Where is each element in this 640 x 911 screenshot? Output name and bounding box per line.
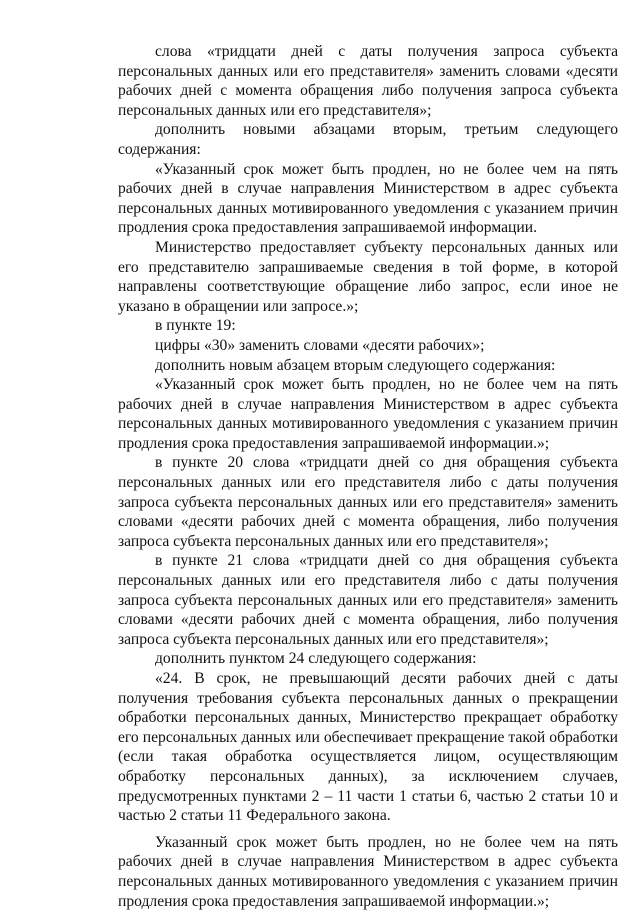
- paragraph-1: слова «тридцати дней с даты получения запроса субъекта персональных данных или его представителя» заменить словами «десяти рабочих дней с момента обращения либо получения запроса субъекта персональных данных или его представителя»;: [118, 43, 618, 119]
- paragraph-5: в пункте 19:: [155, 317, 236, 335]
- paragraph-10: в пункте 21 слова «тридцати дней со дня обращения субъекта персональных данных или его представителя либо с даты получения запроса субъекта персональных данных или его представителя» заменить словами «десяти рабочих дней с момента обращения, либо получения запроса субъекта персональных данных или его представителя»;: [118, 552, 618, 648]
- paragraph-6: цифры «30» заменить словами «десяти рабочих»;: [155, 336, 485, 354]
- paragraph-3: «Указанный срок может быть продлен, но не более чем на пять рабочих дней в случае направления Министерством в адрес субъекта персональных данных мотивированного уведомления с указанием причин продления срока предоставления запрашиваемой информации.: [118, 160, 618, 237]
- paragraph-13: Указанный срок может быть продлен, но не более чем на пять рабочих дней в случае направления Министерством в адрес субъекта персональных данных мотивированного уведомления с указанием причин продления срока предоставления запрашиваемой информации.»;: [118, 833, 618, 910]
- document-page: [118, 42, 618, 911]
- paragraph-12: «24. В срок, не превышающий десяти рабочих дней с даты получения требования субъекта персональных данных о прекращении обработки персональных данных, Министерство прекращает обработку его персональных данных или обеспечивает прекращение такой обработки (если такая обработка осуществляется лицом, осуществляющим обработку персональных данных), за исключением случаев, предусмотренных пунктами 2 – 11 части 1 статьи 6, частью 2 статьи 10 и частью 2 статьи 11 Федерального закона.: [118, 670, 618, 825]
- paragraph-9: в пункте 20 слова «тридцати дней со дня обращения субъекта персональных данных или его представителя либо с даты получения запроса субъекта персональных данных или его представителя» заменить словами «десяти рабочих дней с момента обращения, либо получения запроса субъекта персональных данных или его представителя»;: [118, 454, 618, 550]
- paragraph-2: дополнить новыми абзацами вторым, третьим следующего содержания:: [118, 121, 618, 158]
- paragraph-11: дополнить пунктом 24 следующего содержания:: [155, 650, 477, 668]
- paragraph-4: Министерство предоставляет субъекту персональных данных или его представителю запрашиваемые сведения в той форме, в которой направлены соответствующие обращение либо запрос, если иное не указано в обращении или запросе.»;: [118, 238, 618, 315]
- paragraph-8: «Указанный срок может быть продлен, но не более чем на пять рабочих дней в случае направления Министерством в адрес субъекта персональных данных мотивированного уведомления с указанием причин продления срока предоставления запрашиваемой информации.»;: [118, 376, 618, 452]
- paragraph-7: дополнить новым абзацем вторым следующего содержания:: [155, 356, 556, 374]
